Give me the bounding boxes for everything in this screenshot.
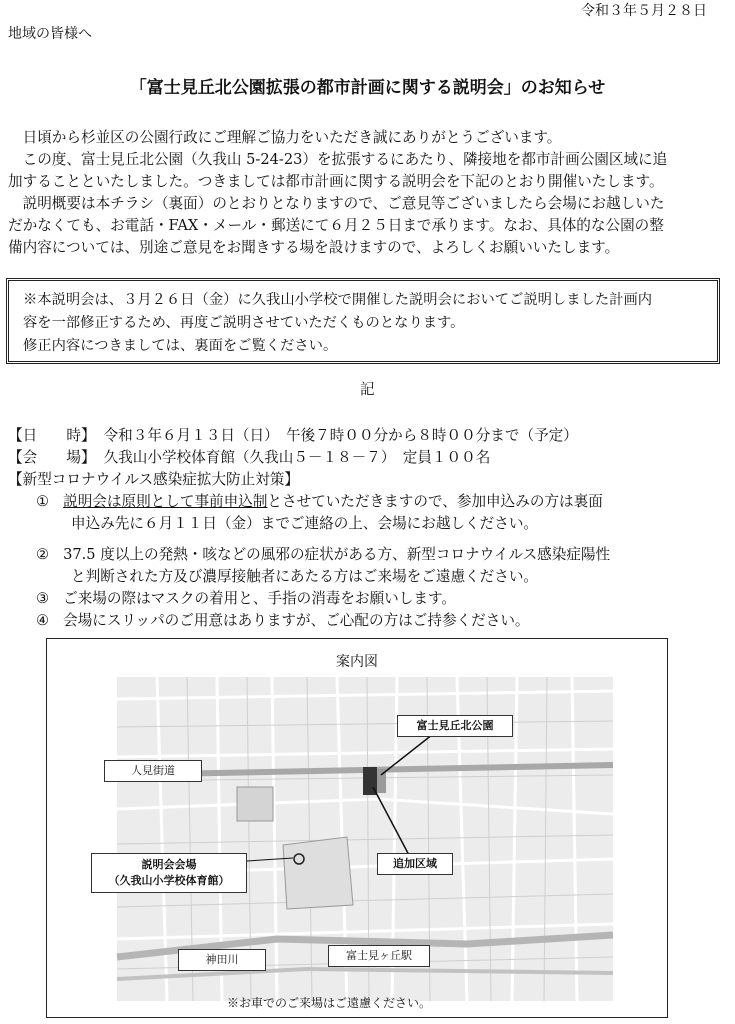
- label-added-area: 追加区域: [377, 853, 453, 875]
- body-line-5: だかなくても、お電話・FAX・メール・郵送にて６月２５日まで承ります。なお、具体的な公園の整: [8, 217, 664, 234]
- label-station: 富士見ヶ丘駅: [328, 945, 430, 967]
- body-line-6: 備内容については、別途ご意見をお聞きする場を設けますので、よろしくお願いいたします。: [8, 239, 620, 256]
- venue-value: 久我山小学校体育館（久我山５－１８－７） 定員１００名: [103, 449, 491, 466]
- measure-2-cont: と判断された方及び濃厚接触者にあたる方はご来場をご遠慮ください。: [71, 568, 539, 585]
- notice-box: [6, 278, 720, 364]
- datetime-value: 令和３年６月１３日（日） 午後７時００分から８時００分まで（予定）: [103, 427, 578, 444]
- measure-1-underlined: 説明会は原則として事前申込制: [63, 493, 268, 510]
- measure-4-text: 会場にスリッパのご用意はありますが、ご心配の方はご持参ください。: [63, 612, 530, 629]
- measure-2: [36, 543, 610, 564]
- measure-4: [36, 609, 530, 630]
- measure-1: [36, 490, 603, 511]
- measure-2-number: ②: [36, 546, 50, 563]
- measure-1-text: とさせていただきますので、参加申込みの方は裏面: [267, 493, 603, 510]
- label-kanda-river: 神田川: [178, 949, 266, 971]
- label-venue-line-1: 説明会会場: [141, 858, 197, 871]
- ki-heading: 記: [360, 381, 375, 398]
- addressee: 地域の皆様へ: [8, 26, 92, 42]
- map-frame: [46, 638, 668, 1018]
- datetime-row: [8, 424, 578, 445]
- datetime-label: 【日 時】: [8, 427, 96, 444]
- document-date: 令和３年５月２８日: [581, 3, 707, 19]
- notice-line-1: ※本説明会は、３月２６日（金）に久我山小学校で開催した説明会においてご説明しました計画内: [23, 292, 653, 308]
- measure-3-text: ご来場の際はマスクの着用と、手指の消毒をお願いします。: [63, 590, 456, 607]
- label-hitomi-road: 人見街道: [104, 760, 202, 782]
- label-venue: [91, 853, 247, 893]
- measure-1-number: ①: [36, 493, 50, 510]
- measure-3-number: ③: [36, 590, 50, 607]
- map-note: ※お車でのご来場はご遠慮ください。: [227, 996, 432, 1010]
- body-line-2: この度、富士見丘北公園（久我山 5-24-23）を拡張するにあたり、隣接地を都市計画公園区域に追: [8, 151, 668, 168]
- label-park: 富士見丘北公園: [397, 715, 513, 737]
- page-title: 「富士見丘北公園拡張の都市計画に関する説明会」のお知らせ: [129, 78, 606, 98]
- map-title: 案内図: [336, 654, 378, 670]
- body-line-3: 加することといたしました。つきましては都市計画に関する説明会を下記のとおり開催いたします。: [8, 173, 664, 190]
- measure-4-number: ④: [36, 612, 50, 629]
- measure-1-cont: 申込み先に６月１１日（金）までご連絡の上、会場にお越しください。: [71, 515, 539, 532]
- body-line-4: 説明概要は本チラシ（裏面）のとおりとなりますので、ご意見等ございましたら会場にお越しいた: [8, 195, 665, 212]
- measure-2-text: 37.5 度以上の発熱・咳などの風邪の症状がある方、新型コロナウイルス感染症陽性: [63, 546, 611, 563]
- notice-line-3: 修正内容につきましては、裏面をご覧ください。: [23, 338, 338, 354]
- measure-3: [36, 587, 456, 608]
- venue-label: 【会 場】: [8, 449, 96, 466]
- notice-line-2: 容を一部修正するため、再度ご説明させていただくものとなります。: [23, 315, 465, 331]
- label-venue-line-2: （久我山小学校体育館）: [108, 874, 230, 887]
- school-grounds: [283, 837, 353, 909]
- map-block: [237, 787, 273, 821]
- covid-heading: 【新型コロナウイルス感染症拡大防止対策】: [8, 471, 300, 488]
- venue-row: [8, 446, 490, 467]
- body-line-1: 日頃から杉並区の公園行政にご理解ご協力をいただき誠にありがとうございます。: [8, 129, 562, 146]
